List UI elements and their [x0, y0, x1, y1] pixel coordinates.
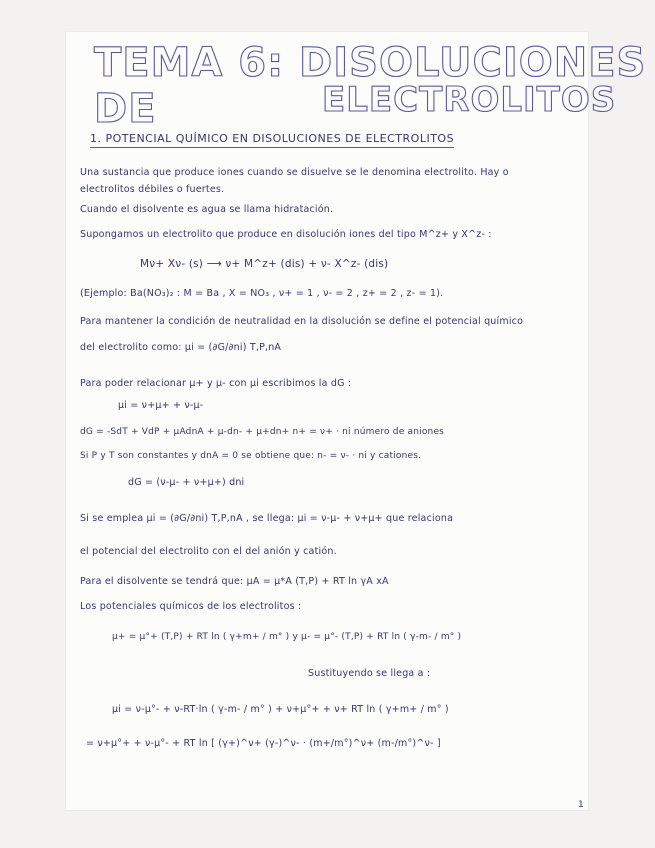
equation: Si se emplea μi = (∂G/∂ni) T,P,nA , se llega: μi = ν-μ- + ν+μ+ que relaciona [80, 513, 454, 524]
equation: μi = ν+μ+ + ν-μ- [118, 400, 204, 411]
page-number: 1 [578, 800, 584, 810]
equation: Mν+ Xν- (s) ⟶ ν+ M^z+ (dis) + ν- X^z- (dis) [140, 258, 389, 270]
equation: μ+ = μ°+ (T,P) + RT ln ( γ+m+ / m° ) y μ- = μ°- (T,P) + RT ln ( γ-m- / m° ) [112, 632, 462, 642]
text-line: Los potenciales químicos de los electrolitos : [80, 601, 302, 612]
text-line: Supongamos un electrolito que produce en disolución iones del tipo M^z+ y X^z- : [80, 229, 492, 240]
text-line: (Ejemplo: Ba(NO₃)₂ : M = Ba , X = NO₃ , ν+ = 1 , ν- = 2 , z+ = 2 , z- = 1). [80, 288, 444, 299]
text-line: Cuando el disolvente es agua se llama hidratación. [80, 204, 334, 215]
equation: dG = (ν-μ- + ν+μ+) dni [128, 477, 245, 488]
text-line: el potencial del electrolito con el del anión y catión. [80, 546, 337, 557]
text-line: Sustituyendo se llega a : [308, 668, 431, 679]
notebook-page [66, 32, 588, 810]
equation: Para el disolvente se tendrá que: μA = μ*A (T,P) + RT ln γA xA [80, 576, 389, 587]
equation: μi = ν-μ°- + ν-RT·ln ( γ-m- / m° ) + ν+μ°+ + ν+ RT ln ( γ+m+ / m° ) [112, 704, 449, 715]
text-line: Una sustancia que produce iones cuando se disuelve se le denomina electrolito. Hay o [80, 167, 509, 178]
page-title-line1: TEMA 6: DISOLUCIONES DE [94, 40, 647, 132]
section-heading: 1. POTENCIAL QUÍMICO EN DISOLUCIONES DE ELECTROLITOS [90, 132, 454, 148]
page-title-line2: ELECTROLITOS [322, 80, 617, 120]
equation: del electrolito como: μi = (∂G/∂ni) T,P,nA [80, 342, 282, 353]
equation: dG = -SdT + VdP + μAdnA + μ-dn- + μ+dn+ n+ = ν+ · ni número de aniones [80, 427, 445, 437]
text-line: Para mantener la condición de neutralidad en la disolución se define el potencial químico [80, 316, 524, 327]
text-line: Si P y T son constantes y dnA = 0 se obtiene que: n- = ν- · ni y cationes. [80, 451, 422, 461]
text-line: Para poder relacionar μ+ y μ- con μi escribimos la dG : [80, 378, 352, 389]
equation: = ν+μ°+ + ν-μ°- + RT ln [ (γ+)^ν+ (γ-)^ν- · (m+/m°)^ν+ (m-/m°)^ν- ] [86, 738, 441, 749]
text-line: electrolitos débiles o fuertes. [80, 184, 225, 195]
